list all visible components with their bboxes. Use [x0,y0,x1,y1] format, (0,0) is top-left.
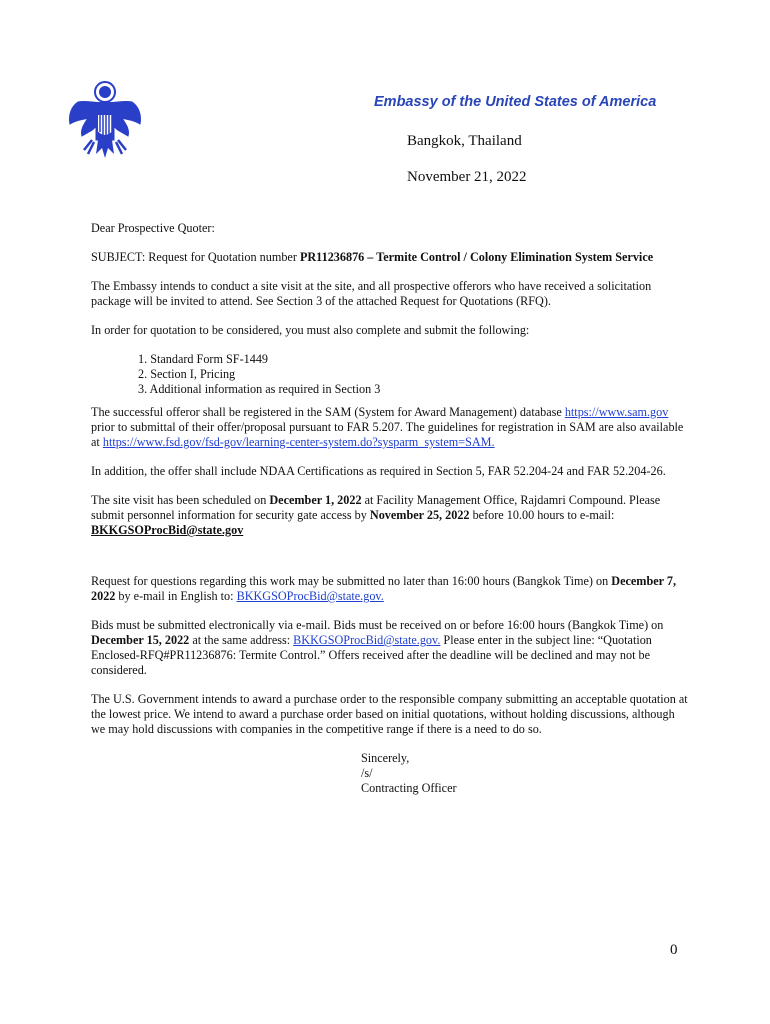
visit-deadline: November 25, 2022 [369,508,470,522]
fsd-link[interactable]: https://www.fsd.gov/fsd-gov/learning-center-system.do?sysparm_system=SAM. [102,435,495,449]
sam-link[interactable]: https://www.sam.gov [564,405,669,419]
subject-title: PR11236876 – Termite Control / Colony Elimination System Service [299,250,654,264]
sam-text-2: prior to submittal of their offer/proposal pursuant to FAR 5.207. The guidelines for registration in SAM are also available at [91,420,684,449]
site-visit-intro: The Embassy intends to conduct a site visit at the site, and all prospective offerors who have received a solicitation package will be invited to attend. See Section 3 of the attached Request for Quotations (RFQ). [91,279,652,308]
ndaa-certifications: In addition, the offer shall include NDAA Certifications as required in Section 5, FAR 52.204-24 and FAR 52.204-26. [91,464,666,478]
closing: Sincerely, [361,751,410,765]
signature-block [361,751,691,796]
visit-text-3: before 10.00 hours to e-mail: [469,508,615,522]
sam-registration [91,405,691,450]
visit-date: December 1, 2022 [269,493,362,507]
letter-body [91,221,691,796]
questions-email-link[interactable]: BKKGSOProcBid@state.gov. [236,589,384,603]
visit-text-1: The site visit has been scheduled on [91,493,270,507]
award-statement: The U.S. Government intends to award a purchase order to the responsible company submitting an acceptable quotation at the lowest price. We intend to award a purchase order based on initial quotations, without holding discussions, although we may hold discussions with companies in the competitive range if there is a need to do so. [91,692,688,736]
bids-text-1: Bids must be submitted electronically via e-mail. Bids must be received on or before 16:00 hours (Bangkok Time) on [91,618,664,632]
visit-email[interactable]: BKKGSOProcBid@state.gov [91,523,244,537]
bids-text-2: at the same address: [189,633,294,647]
questions-text-2: by e-mail in English to: [115,589,237,603]
submission-requirements: In order for quotation to be considered, you must also complete and submit the following: [91,323,530,337]
subject-prefix: SUBJECT: Request for Quotation number [91,250,300,264]
questions-text-1: Request for questions regarding this work may be submitted no later than 16:00 hours (Bangkok Time) on [91,574,612,588]
bids-email-link[interactable]: BKKGSOProcBid@state.gov. [293,633,441,647]
letter-date: November 21, 2022 [407,169,527,185]
us-great-seal-logo [66,80,144,162]
visit-text-2: at Facility Management Office, Rajdamri Compound. Please submit personnel information for security gate access by [91,493,661,522]
list-item: 1. Standard Form SF-1449 [138,352,269,366]
location: Bangkok, Thailand [407,133,522,149]
signer-title: Contracting Officer [361,781,457,795]
requirements-list [91,352,691,397]
page-number: 0 [670,942,678,958]
embassy-title: Embassy of the United States of America [374,94,657,110]
bids-text-3: Please enter in the subject line: “Quotation Enclosed-RFQ#PR11236876: Termite Control.” Offers received after the deadline will be declined and may not be considered. [91,633,652,677]
questions-deadline [91,574,691,604]
subject-line [91,250,691,265]
signature-mark: /s/ [361,766,373,780]
site-visit-schedule [91,493,691,538]
questions-date: December 7, 2022 [91,574,677,603]
bids-submission [91,618,691,678]
list-item: 2. Section I, Pricing [138,367,236,381]
salutation: Dear Prospective Quoter: [91,221,215,235]
sam-text-1: The successful offeror shall be registered in the SAM (System for Award Management) database [91,405,565,419]
bids-date: December 15, 2022 [91,633,190,647]
list-item: 3. Additional information as required in Section 3 [138,382,381,396]
